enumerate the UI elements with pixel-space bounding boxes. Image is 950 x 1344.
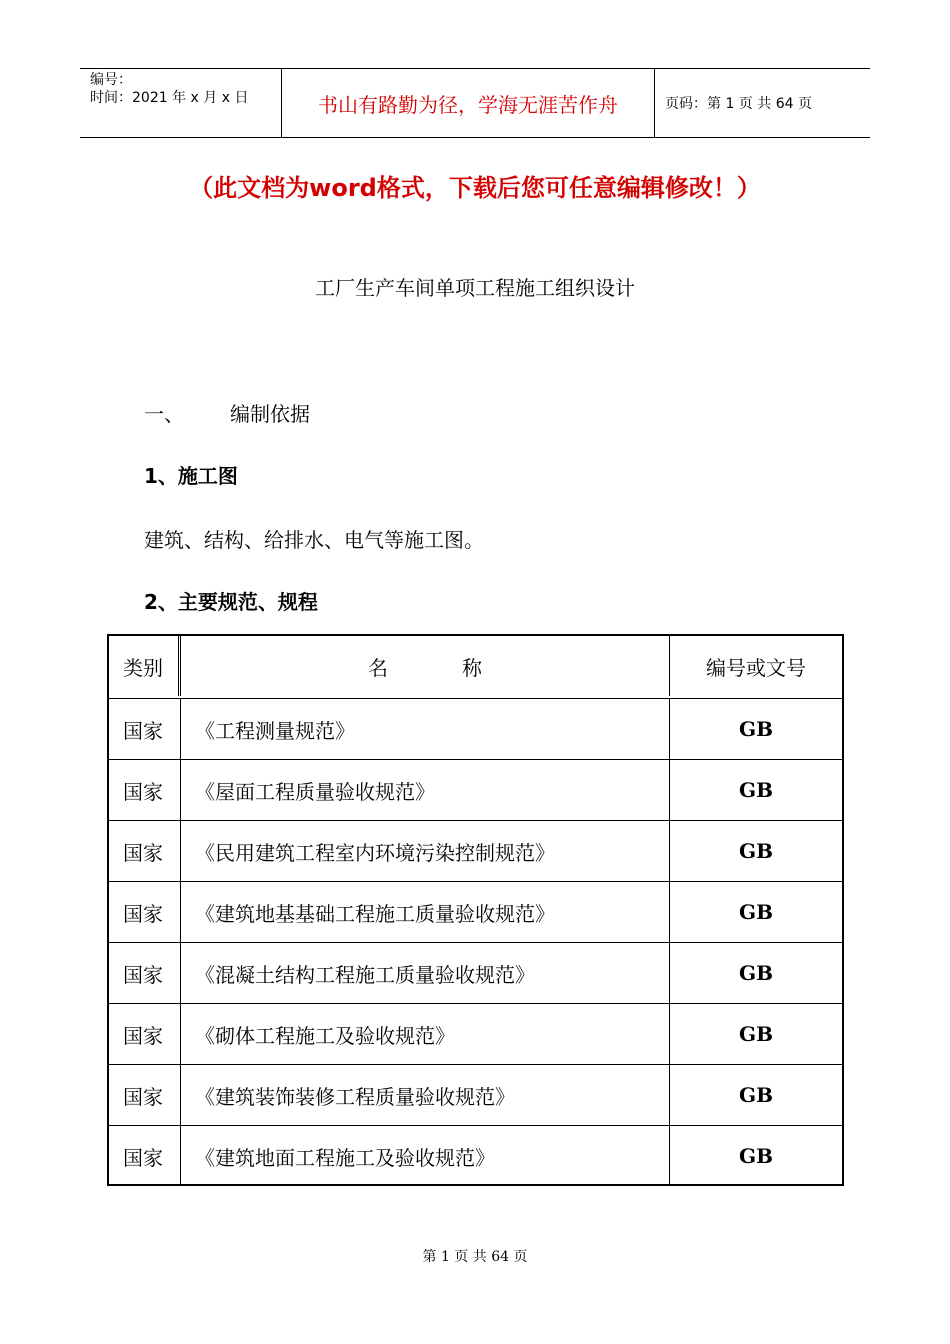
cell-category: 国家 <box>109 1065 181 1125</box>
section-heading <box>144 398 310 427</box>
cell-category: 国家 <box>109 821 181 881</box>
cell-code: GB <box>739 1022 773 1046</box>
cell-name: 《民用建筑工程室内环境污染控制规范》 <box>181 821 670 881</box>
cell-code: GB <box>739 778 773 802</box>
table-row <box>109 942 842 1003</box>
header-code: 编号或文号 <box>706 655 806 680</box>
cell-code: GB <box>739 961 773 985</box>
cell-name: 《屋面工程质量验收规范》 <box>181 760 670 820</box>
cell-code: GB <box>739 1083 773 1107</box>
table-row <box>109 1064 842 1125</box>
cell-category: 国家 <box>109 1126 181 1186</box>
subsection-standards: 2、主要规范、规程 <box>144 590 318 614</box>
code-label: 编号： <box>90 72 132 88</box>
table-row <box>109 1003 842 1064</box>
cell-name: 《建筑装饰装修工程质量验收规范》 <box>181 1065 670 1125</box>
time-label: 时间：2021 年 x 月 x 日 <box>90 90 249 106</box>
cell-category: 国家 <box>109 699 181 759</box>
cell-name: 《建筑地面工程施工及验收规范》 <box>181 1126 670 1186</box>
header-category: 类别 <box>109 636 181 696</box>
cell-code: GB <box>739 900 773 924</box>
cell-category: 国家 <box>109 1004 181 1064</box>
cell-code: GB <box>739 839 773 863</box>
header-motto: 书山有路勤为径，学海无涯苦作舟 <box>281 69 655 137</box>
cell-name: 《砌体工程施工及验收规范》 <box>181 1004 670 1064</box>
cell-category: 国家 <box>109 882 181 942</box>
section-number: 一、 <box>144 402 184 426</box>
page-footer: 第 1 页 共 64 页 <box>422 1249 528 1265</box>
cell-name: 《混凝土结构工程施工质量验收规范》 <box>181 943 670 1003</box>
table-row <box>109 759 842 820</box>
cell-category: 国家 <box>109 943 181 1003</box>
header-page-info: 页码：第 1 页 共 64 页 <box>665 96 812 112</box>
cell-name: 《建筑地基基础工程施工质量验收规范》 <box>181 882 670 942</box>
table-row <box>109 1125 842 1186</box>
header-name: 名称 <box>181 636 670 696</box>
table-row <box>109 820 842 881</box>
cell-code: GB <box>739 1144 773 1168</box>
edit-notice: （此文档为word格式，下载后您可任意编辑修改！） <box>189 174 761 202</box>
drawings-text: 建筑、结构、给排水、电气等施工图。 <box>144 528 484 552</box>
cell-category: 国家 <box>109 760 181 820</box>
section-label: 编制依据 <box>230 402 310 426</box>
page-header <box>80 68 870 138</box>
document-title: 工厂生产车间单项工程施工组织设计 <box>315 276 635 300</box>
cell-code: GB <box>739 717 773 741</box>
table-header-row <box>109 636 842 696</box>
table-row <box>109 881 842 942</box>
standards-table <box>107 634 844 1186</box>
table-row <box>109 698 842 759</box>
header-meta <box>80 69 281 137</box>
cell-name: 《工程测量规范》 <box>181 699 670 759</box>
subsection-drawings: 1、施工图 <box>144 464 238 488</box>
